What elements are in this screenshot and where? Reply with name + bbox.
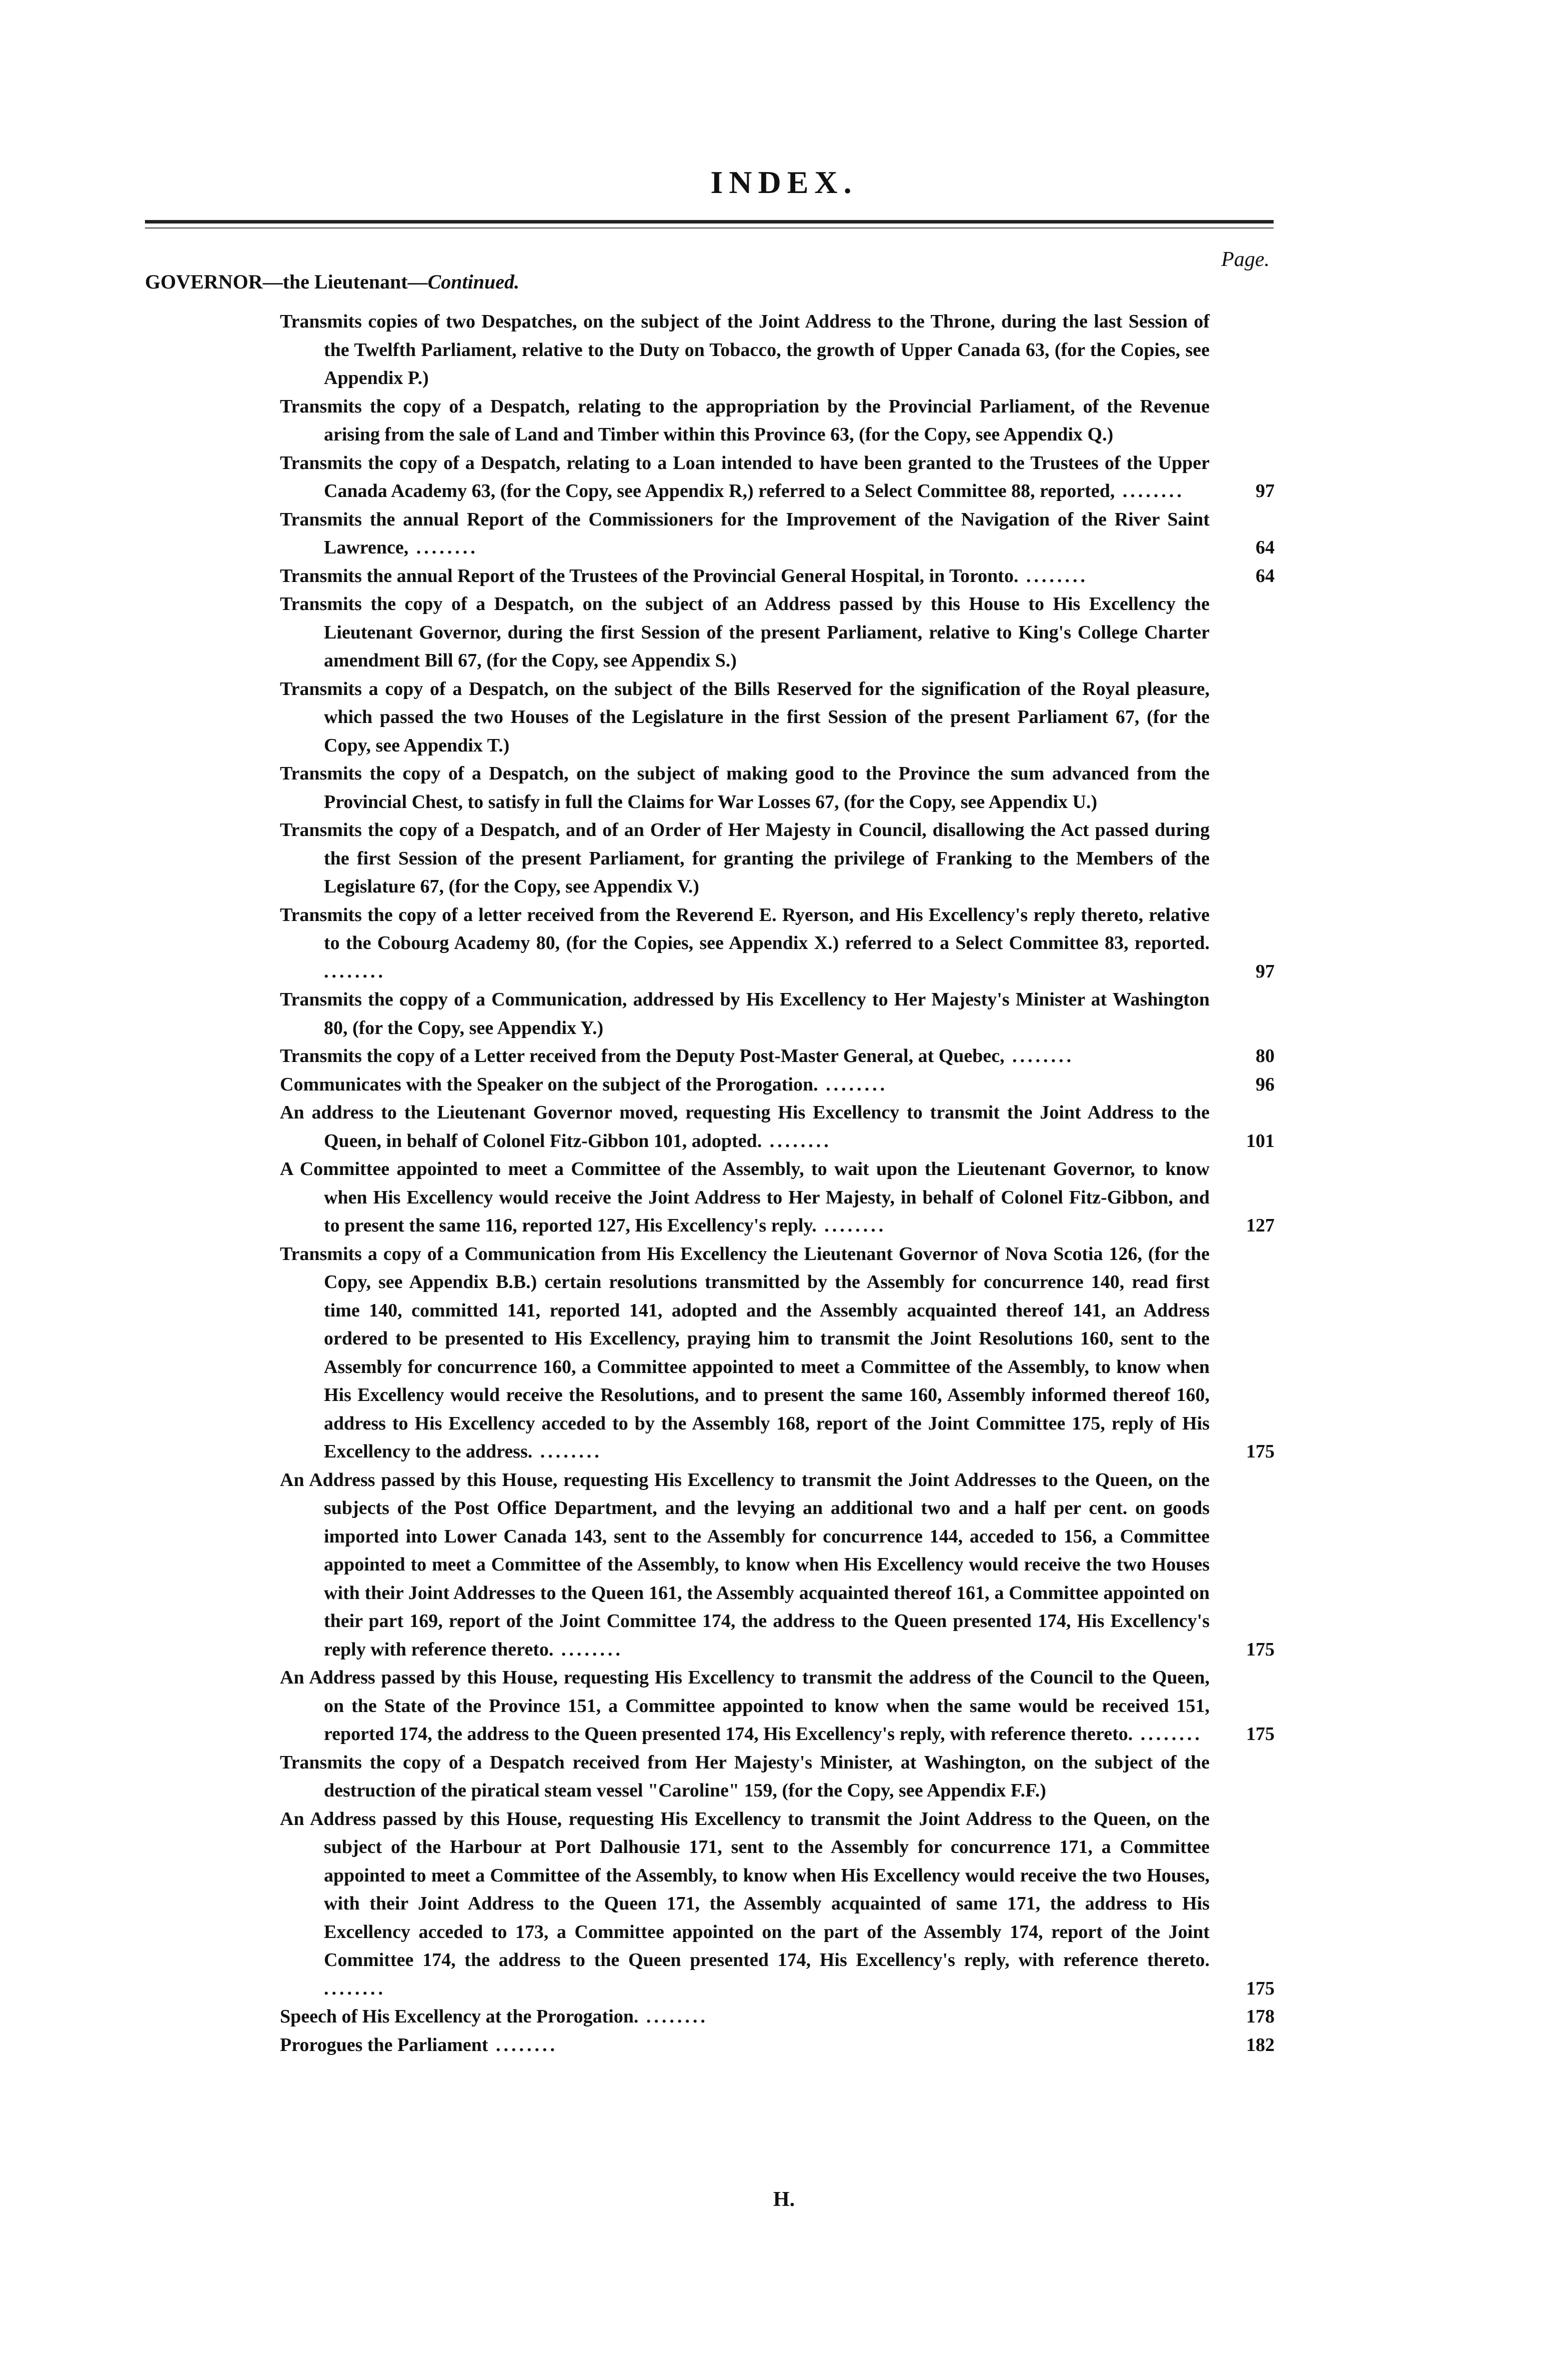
index-entry (280, 1098, 1275, 1155)
index-entry-text: Transmits the copy of a Despatch received from Her Majesty's Minister, at Washington, on the subject of the destruction of the piratical steam vessel "Caroline" 159, (for the Copy, see Appendix F.F.) (280, 1752, 1210, 1801)
index-entry-text: Transmits the copy of a Despatch, relating to a Loan intended to have been granted to the Trustees of the Upper Canada Academy 63, (for the Copy, see Appendix R,) referred to a Select Committee 88, reported, (280, 452, 1210, 502)
index-entry-text: An Address passed by this House, requesting His Excellency to transmit the Joint Address to the Queen, on the subject of the Harbour at Port Dalhousie 171, sent to the Assembly for concurrence 171, a Committee appointed to meet a Committee of the Assembly, to know when His Excellency would receive the two Houses, with their Joint Address to the Queen 171, the Assembly acquainted of same 171, the address to His Excellency acceded to 173, a Committee appointed on the part of the Assembly 174, report of the Joint Committee 174, the address to the Queen presented 174, His Excellency's reply, with reference thereto. (280, 1808, 1210, 1970)
index-entry-text: Speech of His Excellency at the Prorogation. (280, 2006, 639, 2027)
section-heading (145, 270, 519, 294)
leader-dots: ........ (408, 537, 478, 558)
index-entry (280, 760, 1275, 816)
index-entry-page: 175 (1246, 1724, 1275, 1744)
index-entry (280, 308, 1275, 392)
signature-letter: H. (773, 2188, 795, 2211)
index-entry (280, 1805, 1275, 2003)
page-title: INDEX. (710, 164, 858, 200)
index-entry-page: 182 (1246, 2034, 1275, 2056)
index-entry-text: Transmits a copy of a Despatch, on the subject of the Bills Reserved for the signification of the Royal pleasure, which passed the two Houses of the Legislature in the first Session of the present Parliament 67, (for the Copy, see Appendix T.) (280, 678, 1210, 756)
index-entries (280, 308, 1275, 2059)
page-column-label: Page. (1221, 248, 1270, 271)
index-entry-text: An Address passed by this House, requesting His Excellency to transmit the Joint Addresses to the Queen, on the subjects of the Post Office Department, and the levying an additional two and a half per cent. on goods imported into Lower Canada 143, sent to the Assembly for concurrence 144, acceded to 156, a Committee appointed to meet a Committee of the Assembly, to know when His Excellency would receive the two Houses with their Joint Addresses to the Queen 161, the Assembly acquainted thereof 161, a Committee appointed on their part 169, report of the Joint Committee 174, the address to the Queen presented 174, His Excellency's reply with reference thereto. (280, 1469, 1210, 1660)
index-entry (280, 590, 1275, 675)
index-entry-page: 64 (1256, 565, 1275, 586)
index-entry (280, 1748, 1275, 1805)
index-entry-text: Transmits the coppy of a Communication, addressed by His Excellency to Her Majesty's Minister at Washington 80, (for the Copy, see Appendix Y.) (280, 989, 1210, 1038)
index-entry-text: Transmits the copy of a Despatch, relating to the appropriation by the Provincial Parliament, of the Revenue arising from the sale of Land and Timber within this Province 63, (for the Copy, see Appendix Q.) (280, 396, 1210, 445)
index-entry-page: 175 (1246, 1978, 1275, 1999)
leader-dots: ........ (816, 1215, 887, 1236)
index-entry-text: Transmits a copy of a Communication from His Excellency the Lieutenant Governor of Nova Scotia 126, (for the Copy, see Appendix B.B.) certain resolutions transmitted by the Assembly for concurrence 140, read first time 140, committed 141, reported 141, adopted and the Assembly acquainted thereof 141, an Address ordered to be presented to His Excellency, praying him to transmit the Joint Resolutions 160, sent to the Assembly for concurrence 160, a Committee appointed to meet a Committee of the Assembly, to know when His Excellency would receive the Resolutions, and to present the same 160, Assembly informed thereof 160, address to His Excellency acceded to by the Assembly 168, report of the Joint Committee 175, reply of His Excellency to the address. (280, 1243, 1210, 1462)
leader-dots: ........ (1004, 1046, 1075, 1066)
section-heading-continued: Continued. (427, 270, 519, 293)
index-entry (280, 986, 1275, 1042)
index-entry-text: Transmits the annual Report of the Commissioners for the Improvement of the Navigation of the River Saint Lawrence, (280, 508, 1210, 558)
index-entry (280, 1240, 1275, 1466)
index-entry (280, 675, 1275, 760)
header-rule-thick (145, 220, 1274, 224)
index-entry-page: 64 (1256, 537, 1275, 558)
index-entry (280, 506, 1275, 562)
leader-dots: ........ (638, 2006, 708, 2027)
index-entry (280, 816, 1275, 901)
index-entry (280, 1155, 1275, 1240)
index-entry-text: An Address passed by this House, requesting His Excellency to transmit the address of the Council to the Queen, on the State of the Province 151, a Committee appointed to know when the same would be received 151, reported 174, the address to the Queen presented 174, His Excellency's reply, with reference thereto. (280, 1667, 1210, 1744)
leader-dots: ........ (553, 1638, 623, 1660)
index-entry-page: 127 (1246, 1215, 1275, 1236)
index-entry-page: 97 (1256, 960, 1275, 982)
index-entry (280, 1664, 1275, 1748)
index-entry-text: Transmits the annual Report of the Trustees of the Provincial General Hospital, in Toronto. (280, 565, 1019, 586)
index-entry (280, 392, 1275, 449)
index-entry (280, 901, 1275, 986)
index-entry-text: Transmits the copy of a Despatch, on the subject of making good to the Province the sum advanced from the Provincial Chest, to satisfy in full the Claims for War Losses 67, (for the Copy, see Appendix U.) (280, 763, 1210, 812)
index-entry (280, 1070, 1275, 1099)
leader-dots: ........ (324, 1978, 386, 1999)
index-entry-text: An address to the Lieutenant Governor moved, requesting His Excellency to transmit the Joint Address to the Queen, in behalf of Colonel Fitz-Gibbon 101, adopted. (280, 1102, 1210, 1152)
index-entry (280, 449, 1275, 506)
index-entry-page: 175 (1246, 1441, 1275, 1462)
index-entry-page: 178 (1246, 2006, 1275, 2027)
leader-dots: ........ (1115, 480, 1185, 502)
leader-dots: ........ (324, 960, 386, 982)
index-entry-text: Transmits the copy of a Despatch, and of an Order of Her Majesty in Council, disallowing the Act passed during the first Session of the present Parliament, for granting the privilege of Franking to the Members of the Legislature 67, (for the Copy, see Appendix V.) (280, 820, 1210, 897)
leader-dots: ........ (1018, 565, 1088, 586)
index-entry (280, 2002, 1275, 2031)
leader-dots: ........ (488, 2034, 558, 2056)
section-heading-text: GOVERNOR—the Lieutenant— (145, 270, 428, 293)
index-entry-page: 101 (1246, 1130, 1275, 1152)
index-entry-page: 175 (1246, 1638, 1275, 1660)
leader-dots: ........ (818, 1074, 888, 1095)
index-entry-text: Transmits the copy of a letter received from the Reverend E. Ryerson, and His Excellency's reply thereto, relative to the Cobourg Academy 80, (for the Copies, see Appendix X.) referred to a Select Committee 83, reported. (280, 904, 1210, 954)
index-entry-page: 96 (1256, 1074, 1275, 1095)
leader-dots: ........ (762, 1130, 832, 1152)
index-entry (280, 1466, 1275, 1664)
leader-dots: ........ (1133, 1724, 1203, 1744)
index-entry-text: Transmits copies of two Despatches, on the subject of the Joint Address to the Throne, during the last Session of the Twelfth Parliament, relative to the Duty on Tobacco, the growth of Upper Canada 63, (for the Copies, see Appendix P.) (280, 311, 1210, 388)
index-entry-text: Transmits the copy of a Despatch, on the subject of an Address passed by this House to His Excellency the Lieutenant Governor, during the first Session of the present Parliament, relative to King's College Charter amendment Bill 67, (for the Copy, see Appendix S.) (280, 594, 1210, 671)
index-entry-text: Transmits the copy of a Letter received from the Deputy Post-Master General, at Quebec, (280, 1046, 1005, 1066)
index-entry (280, 562, 1275, 590)
index-entry-page: 80 (1256, 1046, 1275, 1066)
leader-dots: ........ (532, 1441, 602, 1462)
index-entry-text: Prorogues the Parliament (280, 2034, 488, 2056)
index-entry-text: A Committee appointed to meet a Committee of the Assembly, to wait upon the Lieutenant Governor, to know when His Excellency would receive the Joint Address to Her Majesty, in behalf of Colonel Fitz-Gibbon, and to present the same 116, reported 127, His Excellency's reply. (280, 1158, 1210, 1236)
index-entry (280, 2031, 1275, 2060)
index-entry-text: Communicates with the Speaker on the subject of the Prorogation. (280, 1074, 818, 1095)
index-entry (280, 1042, 1275, 1070)
index-entry-page: 97 (1256, 480, 1275, 502)
